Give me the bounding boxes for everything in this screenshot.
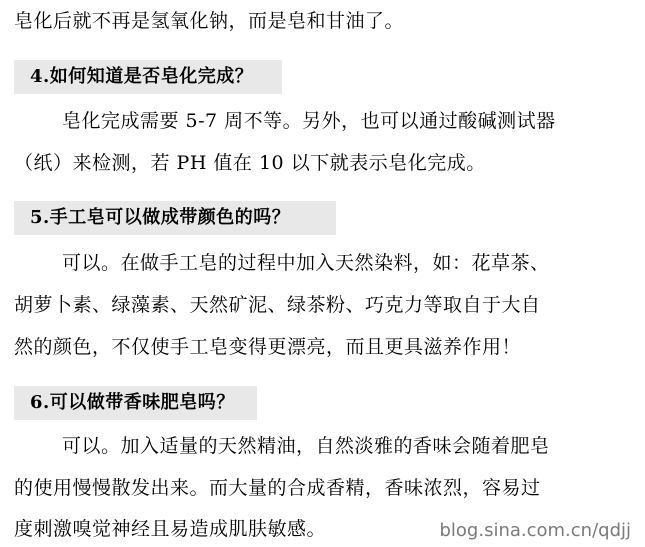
section-5-heading-band	[14, 201, 336, 235]
intro-line-1: 皂化后就不再是氢氧化钠，而是皂和甘油了。	[14, 10, 405, 32]
section-6-line-2: 的使用慢慢散发出来。而大量的合成香精，香味浓烈，容易过	[14, 477, 541, 499]
section-5-line-2: 胡萝卜素、绿藻素、天然矿泥、绿茶粉、巧克力等取自于大自	[14, 294, 541, 316]
section-5-heading: 5.手工皂可以做成带颜色的吗？	[30, 207, 291, 228]
section-5-line-3: 然的颜色，不仅使手工皂变得更漂亮，而且更具滋养作用！	[14, 336, 522, 358]
section-4-line-1: 皂化完成需要 5-7 周不等。另外，也可以通过酸碱测试器	[62, 110, 556, 132]
section-6-line-3: 度刺激嗅觉神经且易造成肌肤敏感。	[14, 518, 327, 540]
section-6-line-1: 可以。加入适量的天然精油，自然淡雅的香味会随着肥皂	[62, 435, 550, 457]
section-4-heading: 4.如何知道是否皂化完成？	[30, 66, 254, 87]
section-4-heading-band	[14, 60, 282, 94]
section-4-line-2: （纸）来检测，若 PH 值在 10 以下就表示皂化完成。	[14, 152, 486, 174]
section-5-line-1: 可以。在做手工皂的过程中加入天然染料，如：花草茶、	[62, 252, 550, 274]
section-6-heading: 6.可以做带香味肥皂吗？	[30, 392, 235, 413]
watermark-text: blog.sina.com.cn/qdjj	[439, 520, 631, 541]
section-6-heading-band	[14, 386, 257, 420]
